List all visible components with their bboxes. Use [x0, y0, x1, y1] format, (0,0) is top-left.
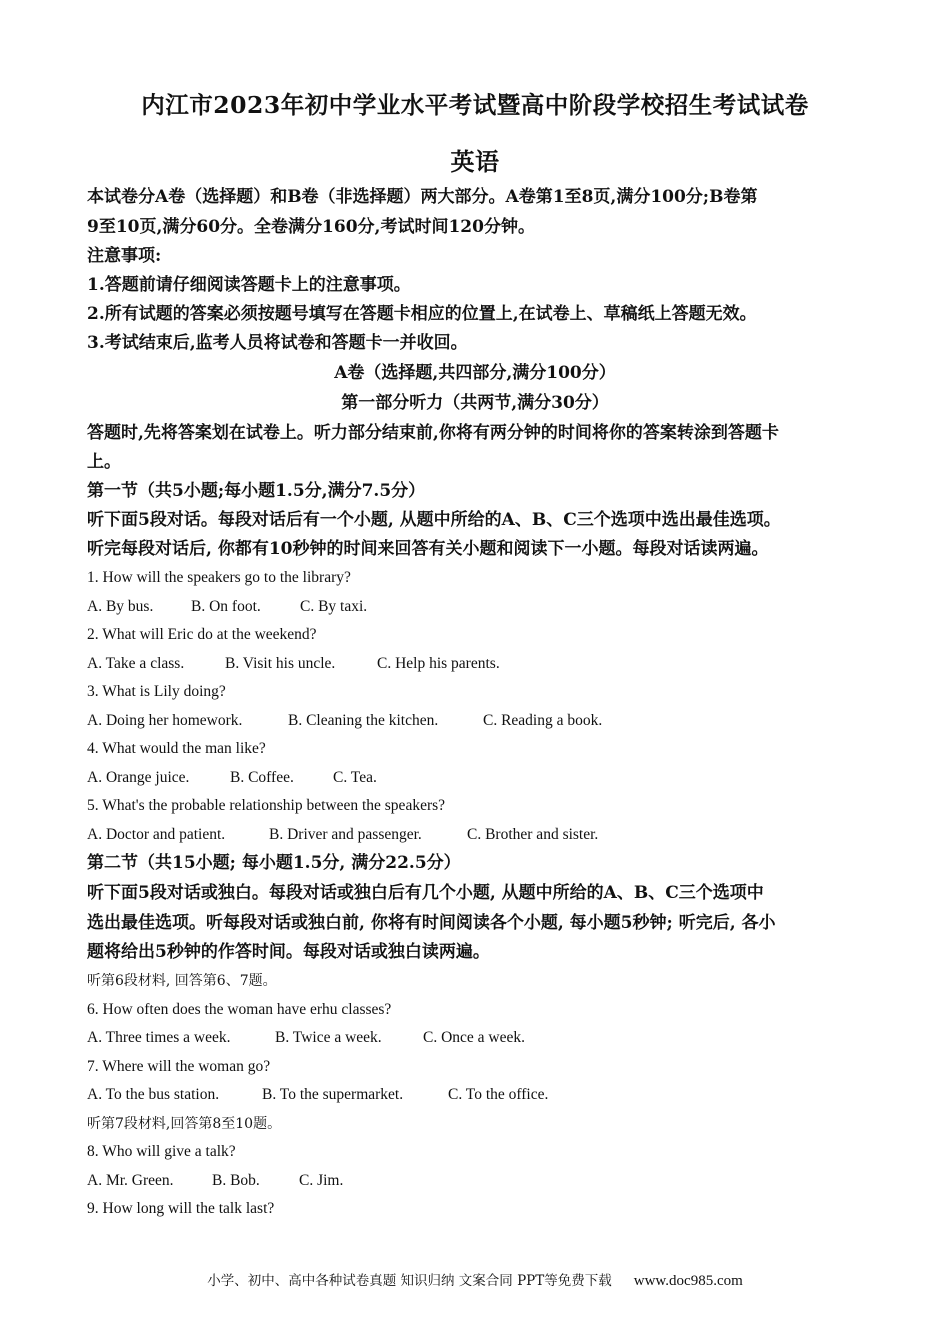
- note-1: 1.答题前请仔细阅读答题卡上的注意事项。: [87, 275, 411, 295]
- section-2-instruction-3: 题将给出5秒钟的作答时间。每段对话或独白读两遍。: [87, 942, 490, 962]
- option-b: B. Driver and passenger.: [269, 826, 422, 843]
- question-3-options: [87, 711, 602, 731]
- question-1: 1. How will the speakers go to the library?: [87, 569, 351, 586]
- question-1-options: [87, 597, 367, 617]
- listening-instruction-1: 答题时,先将答案划在试卷上。听力部分结束前,你将有两分钟的时间将你的答案转涂到答题卡: [87, 423, 779, 443]
- option-c: C. Brother and sister.: [467, 826, 599, 843]
- option-a: A. Three times a week.: [87, 1029, 231, 1046]
- option-c: C. Help his parents.: [377, 655, 500, 672]
- option-a: A. Orange juice.: [87, 769, 190, 786]
- question-8-options: [87, 1171, 343, 1191]
- footer-text: 小学、初中、高中各种试卷真题 知识归纳 文案合同 PPT等免费下载: [207, 1273, 612, 1289]
- note-2: 2.所有试题的答案必须按题号填写在答题卡相应的位置上,在试卷上、草稿纸上答题无效。: [87, 304, 757, 324]
- footer-url[interactable]: www.doc985.com: [633, 1273, 743, 1289]
- material-7-note: 听第7段材料,回答第8至10题。: [87, 1116, 282, 1132]
- listening-instruction-2: 上。: [87, 452, 121, 472]
- option-c: C. By taxi.: [300, 598, 368, 615]
- question-5-options: [87, 825, 598, 845]
- question-4: 4. What would the man like?: [87, 740, 266, 757]
- question-2-options: [87, 654, 500, 674]
- option-a: A. Doctor and patient.: [87, 826, 226, 843]
- option-c: C. Once a week.: [423, 1029, 525, 1046]
- page-footer: [0, 1269, 950, 1290]
- option-b: B. Bob.: [212, 1172, 260, 1189]
- question-5: 5. What's the probable relationship between the speakers?: [87, 797, 446, 814]
- material-6-note: 听第6段材料, 回答第6、7题。: [87, 973, 277, 989]
- subject-title: 英语: [450, 147, 500, 176]
- question-3: 3. What is Lily doing?: [87, 683, 226, 700]
- part-a-heading: A卷（选择题,共四部分,满分100分）: [334, 363, 616, 383]
- part-1-heading: 第一部分听力（共两节,满分30分）: [341, 393, 609, 413]
- section-2-instruction-2: 选出最佳选项。听每段对话或独白前, 你将有时间阅读各个小题, 每小题5秒钟; 听完后, 各小: [87, 913, 776, 933]
- option-a: A. To the bus station.: [87, 1086, 220, 1103]
- section-1-instruction-2: 听完每段对话后, 你都有10秒钟的时间来回答有关小题和阅读下一小题。每段对话读两遍。: [87, 539, 769, 559]
- option-c: C. To the office.: [448, 1086, 549, 1103]
- question-8: 8. Who will give a talk?: [87, 1143, 236, 1160]
- option-b: B. Cleaning the kitchen.: [288, 712, 439, 729]
- notes-title: 注意事项:: [87, 246, 162, 266]
- question-7: 7. Where will the woman go?: [87, 1058, 271, 1075]
- note-3: 3.考试结束后,监考人员将试卷和答题卡一并收回。: [87, 333, 468, 353]
- section-2-heading: 第二节（共15小题; 每小题1.5分, 满分22.5分）: [87, 853, 461, 873]
- option-b: B. Visit his uncle.: [225, 655, 336, 672]
- option-a: A. Doing her homework.: [87, 712, 243, 729]
- question-9: 9. How long will the talk last?: [87, 1200, 275, 1217]
- intro-line-1: 本试卷分A卷（选择题）和B卷（非选择题）两大部分。A卷第1至8页,满分100分;B卷第: [87, 187, 758, 207]
- option-b: B. To the supermarket.: [262, 1086, 404, 1103]
- question-7-options: [87, 1085, 548, 1105]
- question-6: 6. How often does the woman have erhu classes?: [87, 1001, 392, 1018]
- option-c: C. Reading a book.: [483, 712, 603, 729]
- option-a: A. Take a class.: [87, 655, 185, 672]
- section-1-instruction-1: 听下面5段对话。每段对话后有一个小题, 从题中所给的A、B、C三个选项中选出最佳选项。: [87, 510, 781, 530]
- section-2-instruction-1: 听下面5段对话或独白。每段对话或独白后有几个小题, 从题中所给的A、B、C三个选项中: [87, 883, 764, 903]
- option-b: B. Coffee.: [230, 769, 294, 786]
- exam-title: 内江市2023年初中学业水平考试暨高中阶段学校招生考试试卷: [141, 91, 809, 119]
- option-c: C. Jim.: [299, 1172, 344, 1189]
- option-a: A. By bus.: [87, 598, 154, 615]
- option-a: A. Mr. Green.: [87, 1172, 174, 1189]
- option-b: B. On foot.: [191, 598, 261, 615]
- intro-line-2: 9至10页,满分60分。全卷满分160分,考试时间120分钟。: [87, 217, 535, 237]
- question-6-options: [87, 1028, 525, 1048]
- option-b: B. Twice a week.: [275, 1029, 382, 1046]
- section-1-heading: 第一节（共5小题;每小题1.5分,满分7.5分）: [87, 481, 426, 501]
- question-2: 2. What will Eric do at the weekend?: [87, 626, 317, 643]
- question-4-options: [87, 768, 377, 788]
- option-c: C. Tea.: [333, 769, 377, 786]
